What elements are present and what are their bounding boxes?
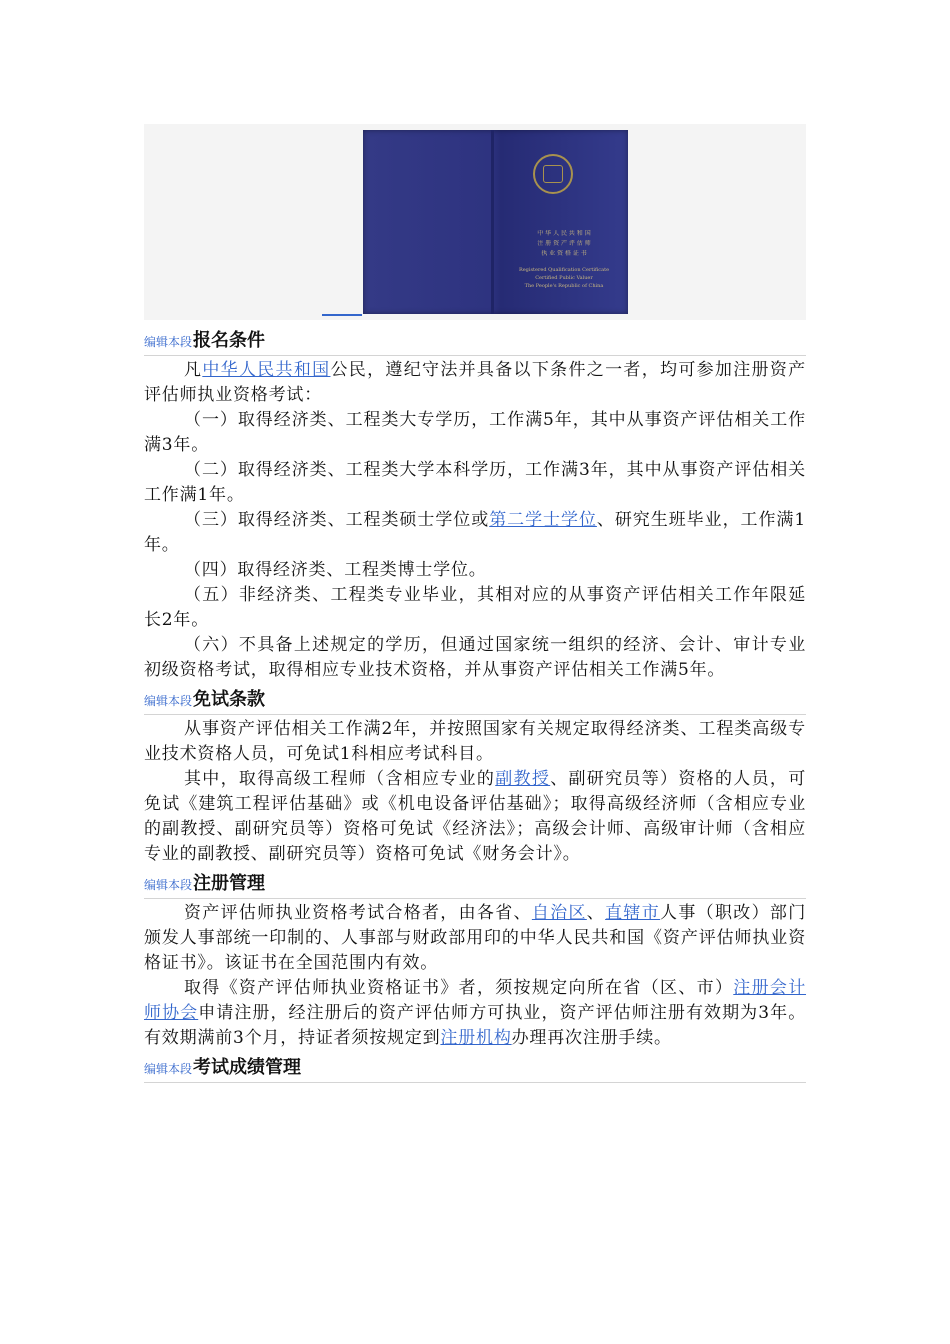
text: 资产评估师执业资格考试合格者，由各省、 (184, 903, 532, 923)
section-title: 注册管理 (193, 873, 266, 894)
link-associate-professor[interactable]: 副教授 (495, 769, 551, 789)
text: 其中，取得高级工程师（含相应专业的 (184, 769, 496, 789)
link-cpa-association[interactable]: 注册会计师协会 (144, 978, 807, 1023)
cert-line: Certified Public Valuer (535, 275, 593, 281)
link-municipality[interactable]: 直辖市 (605, 903, 661, 923)
edit-section-link[interactable]: 编辑本段 (144, 694, 193, 708)
certificate-image (363, 130, 628, 314)
national-emblem-icon (533, 154, 573, 194)
section-header (144, 1053, 806, 1079)
text: 人事（职改）部门颁发人事部统一印制的、人事部与财政部用印的中华人民共和国《资产评估师执业资格证书》。该证书在全国范围内有效。 (144, 903, 807, 973)
divider (144, 714, 806, 715)
link-prc[interactable]: 中华人民共和国 (202, 360, 331, 380)
paragraph (144, 508, 806, 558)
paragraph: （一）取得经济类、工程类大专学历，工作满5年，其中从事资产评估相关工作满3年。 (144, 410, 806, 455)
text: 申请注册，经注册后的资产评估师方可执业，资产评估师注册有效期为3年。有效期满前3个月，持证者须按规定到 (144, 1003, 806, 1048)
link-autonomous-region[interactable]: 自治区 (531, 903, 587, 923)
paragraph (144, 976, 806, 1051)
section-header (144, 869, 806, 895)
section-title: 免试条款 (193, 689, 266, 710)
cert-line: The People's Republic of China (524, 283, 604, 289)
text: （三）取得经济类、工程类硕士学位或 (184, 510, 490, 530)
image-link-underline[interactable] (322, 314, 362, 316)
paragraph: （六）不具备上述规定的学历，但通过国家统一组织的经济、会计、审计专业初级资格考试，取得相应专业技术资格，并从事资产评估相关工作满5年。 (144, 635, 806, 680)
divider (144, 1082, 806, 1083)
text: 凡 (184, 360, 203, 380)
link-second-bachelor[interactable]: 第二学士学位 (489, 510, 597, 530)
cert-line: 注 册 资 产 评 估 师 (537, 240, 591, 247)
divider (144, 355, 806, 356)
paragraph (144, 901, 806, 976)
text: 公民，遵纪守法并具备以下条件之一者，均可参加注册资产评估师执业资格考试： (144, 360, 806, 405)
section-header (144, 326, 806, 352)
text: 办理再次注册手续。 (511, 1028, 672, 1048)
paragraph: （五）非经济类、工程类专业毕业，其相对应的从事资产评估相关工作年限延长2年。 (144, 585, 806, 630)
cert-line: 执 业 资 格 证 书 (541, 250, 587, 257)
edit-section-link[interactable]: 编辑本段 (144, 878, 193, 892)
text: 取得《资产评估师执业资格证书》者，须按规定向所在省（区、市） (184, 978, 734, 998)
edit-section-link[interactable]: 编辑本段 (144, 1062, 193, 1076)
paragraph: 从事资产评估相关工作满2年，并按照国家有关规定取得经济类、工程类高级专业技术资格人员，可免试1科相应考试科目。 (144, 719, 806, 764)
image-panel (144, 124, 806, 320)
link-registration-agency[interactable]: 注册机构 (440, 1028, 512, 1048)
paragraph (144, 767, 806, 867)
text: 、研究生班毕业，工作满1年。 (144, 510, 806, 555)
paragraph (144, 358, 806, 408)
section-title: 考试成绩管理 (193, 1057, 302, 1078)
document-page (144, 124, 806, 1085)
cert-line: Registered Qualification Certificate (518, 267, 610, 273)
section-header (144, 685, 806, 711)
section-title: 报名条件 (193, 330, 266, 351)
book-spine (491, 130, 494, 314)
paragraph: （四）取得经济类、工程类博士学位。 (184, 560, 487, 580)
cert-line: 中 华 人 民 共 和 国 (537, 230, 591, 237)
text: 、 (586, 903, 606, 923)
paragraph: （二）取得经济类、工程类大学本科学历，工作满3年，其中从事资产评估相关工作满1年。 (144, 460, 806, 505)
text: 、副研究员等）资格的人员，可免试《建筑工程评估基础》或《机电设备评估基础》；取得高级经济师（含相应专业的副教授、副研究员等）资格可免试《经济法》；高级会计师、高级审计师（含相应专业的副教授、副研究员等）资格可免试《财务会计》。 (144, 769, 806, 864)
edit-section-link[interactable]: 编辑本段 (144, 335, 193, 349)
divider (144, 898, 806, 899)
